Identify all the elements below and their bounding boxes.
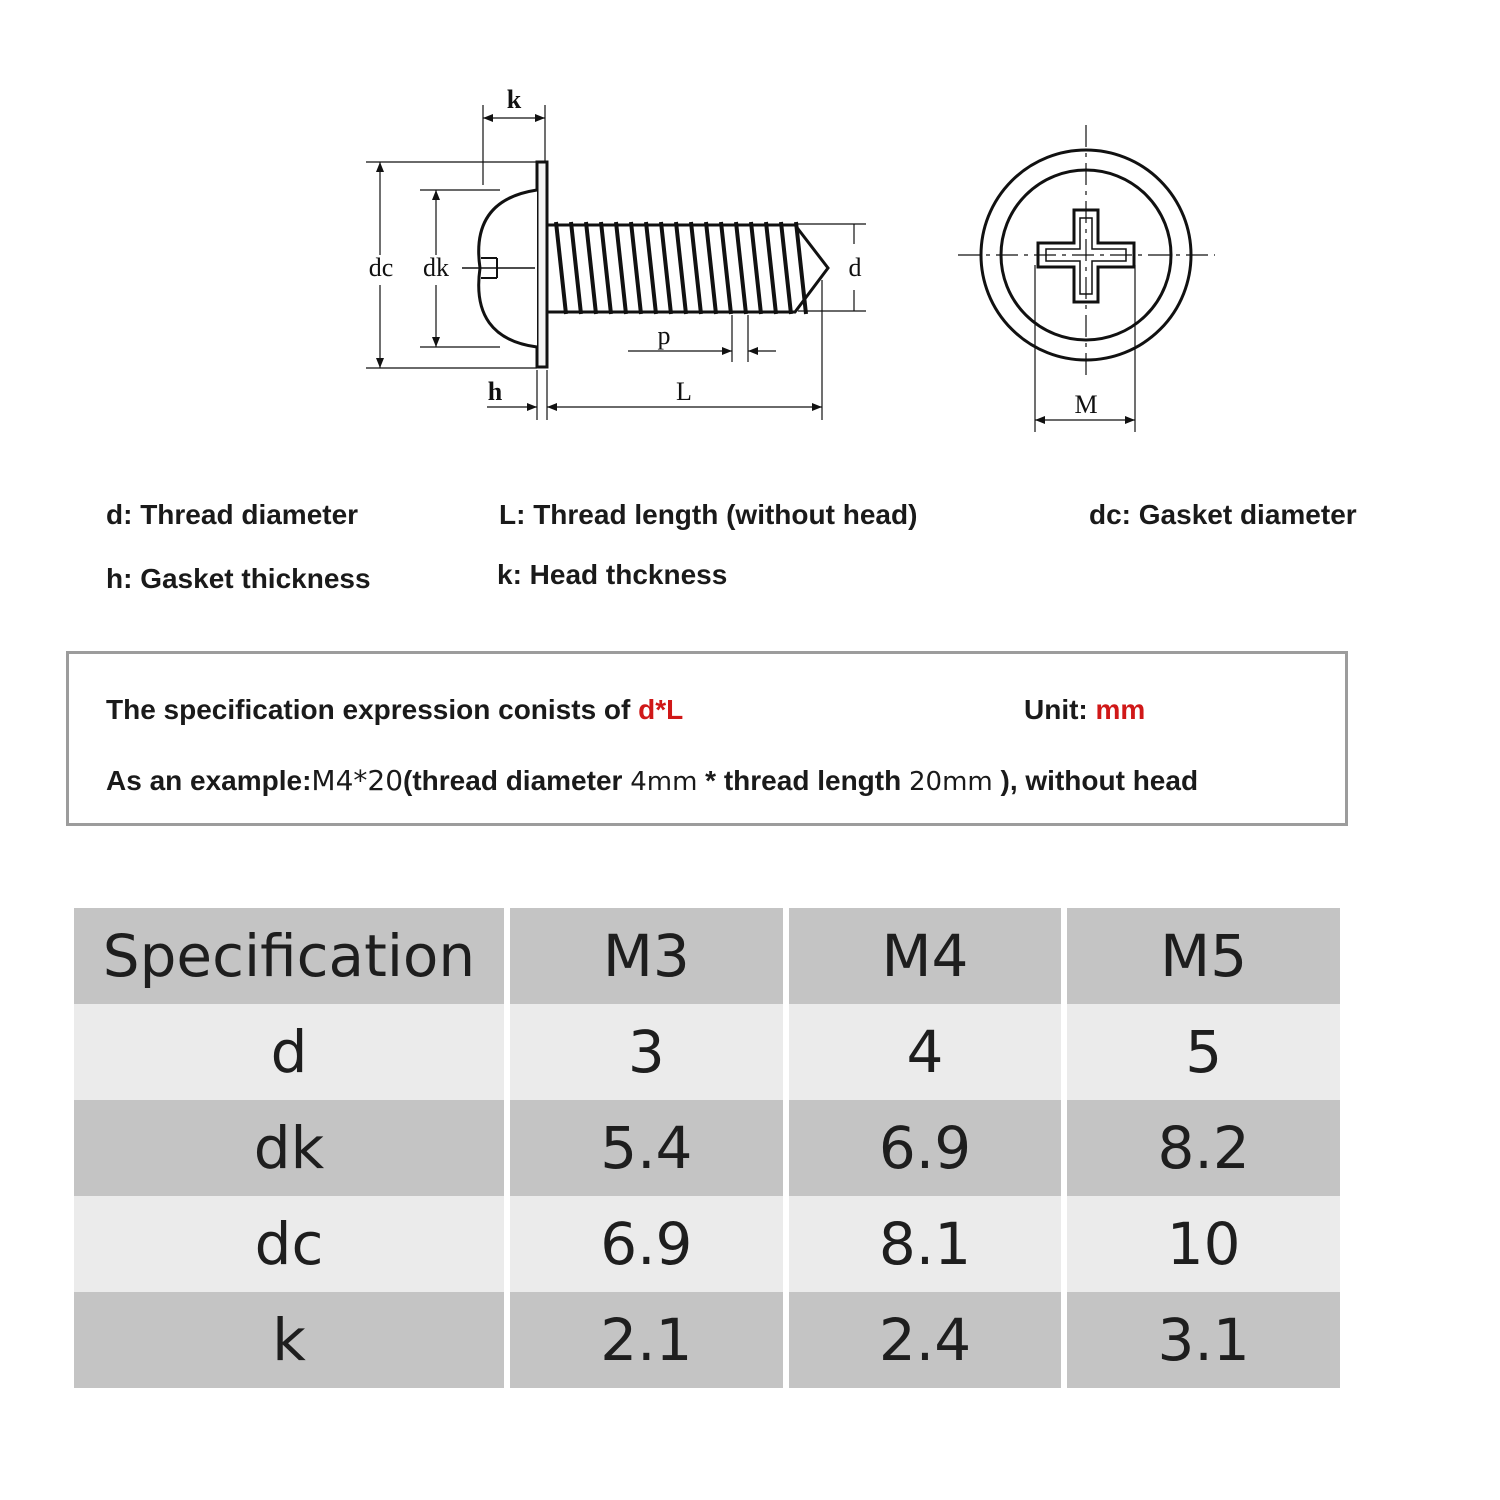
thread-line <box>646 222 656 314</box>
label-k: k <box>506 85 522 114</box>
example-mid2: * thread length <box>697 765 909 796</box>
thread-line <box>751 222 761 314</box>
spec-expression-text: The specification expression conists of <box>106 694 639 725</box>
thread-line <box>601 222 611 314</box>
thread-line <box>586 222 596 314</box>
table-cell: 5.4 <box>510 1100 783 1196</box>
label-L: L <box>676 377 692 406</box>
table-header-cell: M5 <box>1067 908 1340 1004</box>
example-code: M4*20 <box>311 764 404 797</box>
thread-line <box>556 222 566 314</box>
example-line <box>106 764 1198 797</box>
legend-L: L: Thread length (without head) <box>499 499 918 530</box>
spec-expression-line <box>106 694 683 726</box>
table-cell: d <box>74 1004 504 1100</box>
spec-expression-value: d*L <box>638 694 684 725</box>
table-row <box>74 1196 1340 1292</box>
table-cell: 3.1 <box>1067 1292 1340 1388</box>
table-header-row <box>74 908 1340 1004</box>
label-h: h <box>487 377 503 406</box>
table-cell: 10 <box>1067 1196 1340 1292</box>
example-d: 4mm <box>630 767 698 797</box>
specification-table <box>68 908 1346 1388</box>
table-header-cell: M4 <box>789 908 1062 1004</box>
table-row <box>74 1100 1340 1196</box>
unit-label: Unit: <box>1024 694 1096 725</box>
thread-line <box>721 222 731 314</box>
legend-k: k: Head thckness <box>497 559 728 590</box>
table-cell: 8.2 <box>1067 1100 1340 1196</box>
thread-line <box>766 222 776 314</box>
thread-line <box>616 222 626 314</box>
table-cell: 8.1 <box>789 1196 1062 1292</box>
label-dc: dc <box>368 253 394 282</box>
table-cell: 6.9 <box>789 1100 1062 1196</box>
table-cell: 2.1 <box>510 1292 783 1388</box>
table-cell: dk <box>74 1100 504 1196</box>
legend-dc: dc: Gasket diameter <box>1089 499 1357 530</box>
table-row <box>74 1004 1340 1100</box>
table-cell: dc <box>74 1196 504 1292</box>
table-cell: k <box>74 1292 504 1388</box>
example-suffix: ), without head <box>992 765 1199 796</box>
label-M: M <box>1074 390 1098 419</box>
thread-line <box>676 222 686 314</box>
gasket-shape <box>537 162 547 367</box>
table-cell: 5 <box>1067 1004 1340 1100</box>
example-prefix: As an example: <box>106 765 312 796</box>
table-cell: 4 <box>789 1004 1062 1100</box>
label-p: p <box>657 321 671 350</box>
legend-d: d: Thread diameter <box>106 499 359 530</box>
table-header-cell: M3 <box>510 908 783 1004</box>
screw-top-view <box>958 125 1215 432</box>
screw-technical-drawing <box>0 0 1500 640</box>
thread-line <box>736 222 746 314</box>
legend-h: h: Gasket thickness <box>106 563 371 594</box>
unit-line <box>1024 694 1145 726</box>
thread-line <box>661 222 671 314</box>
thread-line <box>631 222 641 314</box>
spec-expression-box <box>66 651 1348 826</box>
table-cell: 3 <box>510 1004 783 1100</box>
example-l: 20mm <box>908 767 993 797</box>
table-row <box>74 1292 1340 1388</box>
thread-line <box>781 222 791 314</box>
table-header-cell: Specification <box>74 908 504 1004</box>
thread-line <box>706 222 716 314</box>
example-mid1: (thread diameter <box>403 765 631 796</box>
table-cell: 2.4 <box>789 1292 1062 1388</box>
thread-line <box>691 222 701 314</box>
unit-value: mm <box>1095 694 1146 725</box>
thread-line <box>571 222 581 314</box>
thread-lines <box>556 222 806 314</box>
table-cell: 6.9 <box>510 1196 783 1292</box>
label-d: d <box>848 253 862 282</box>
label-dk: dk <box>423 253 449 282</box>
